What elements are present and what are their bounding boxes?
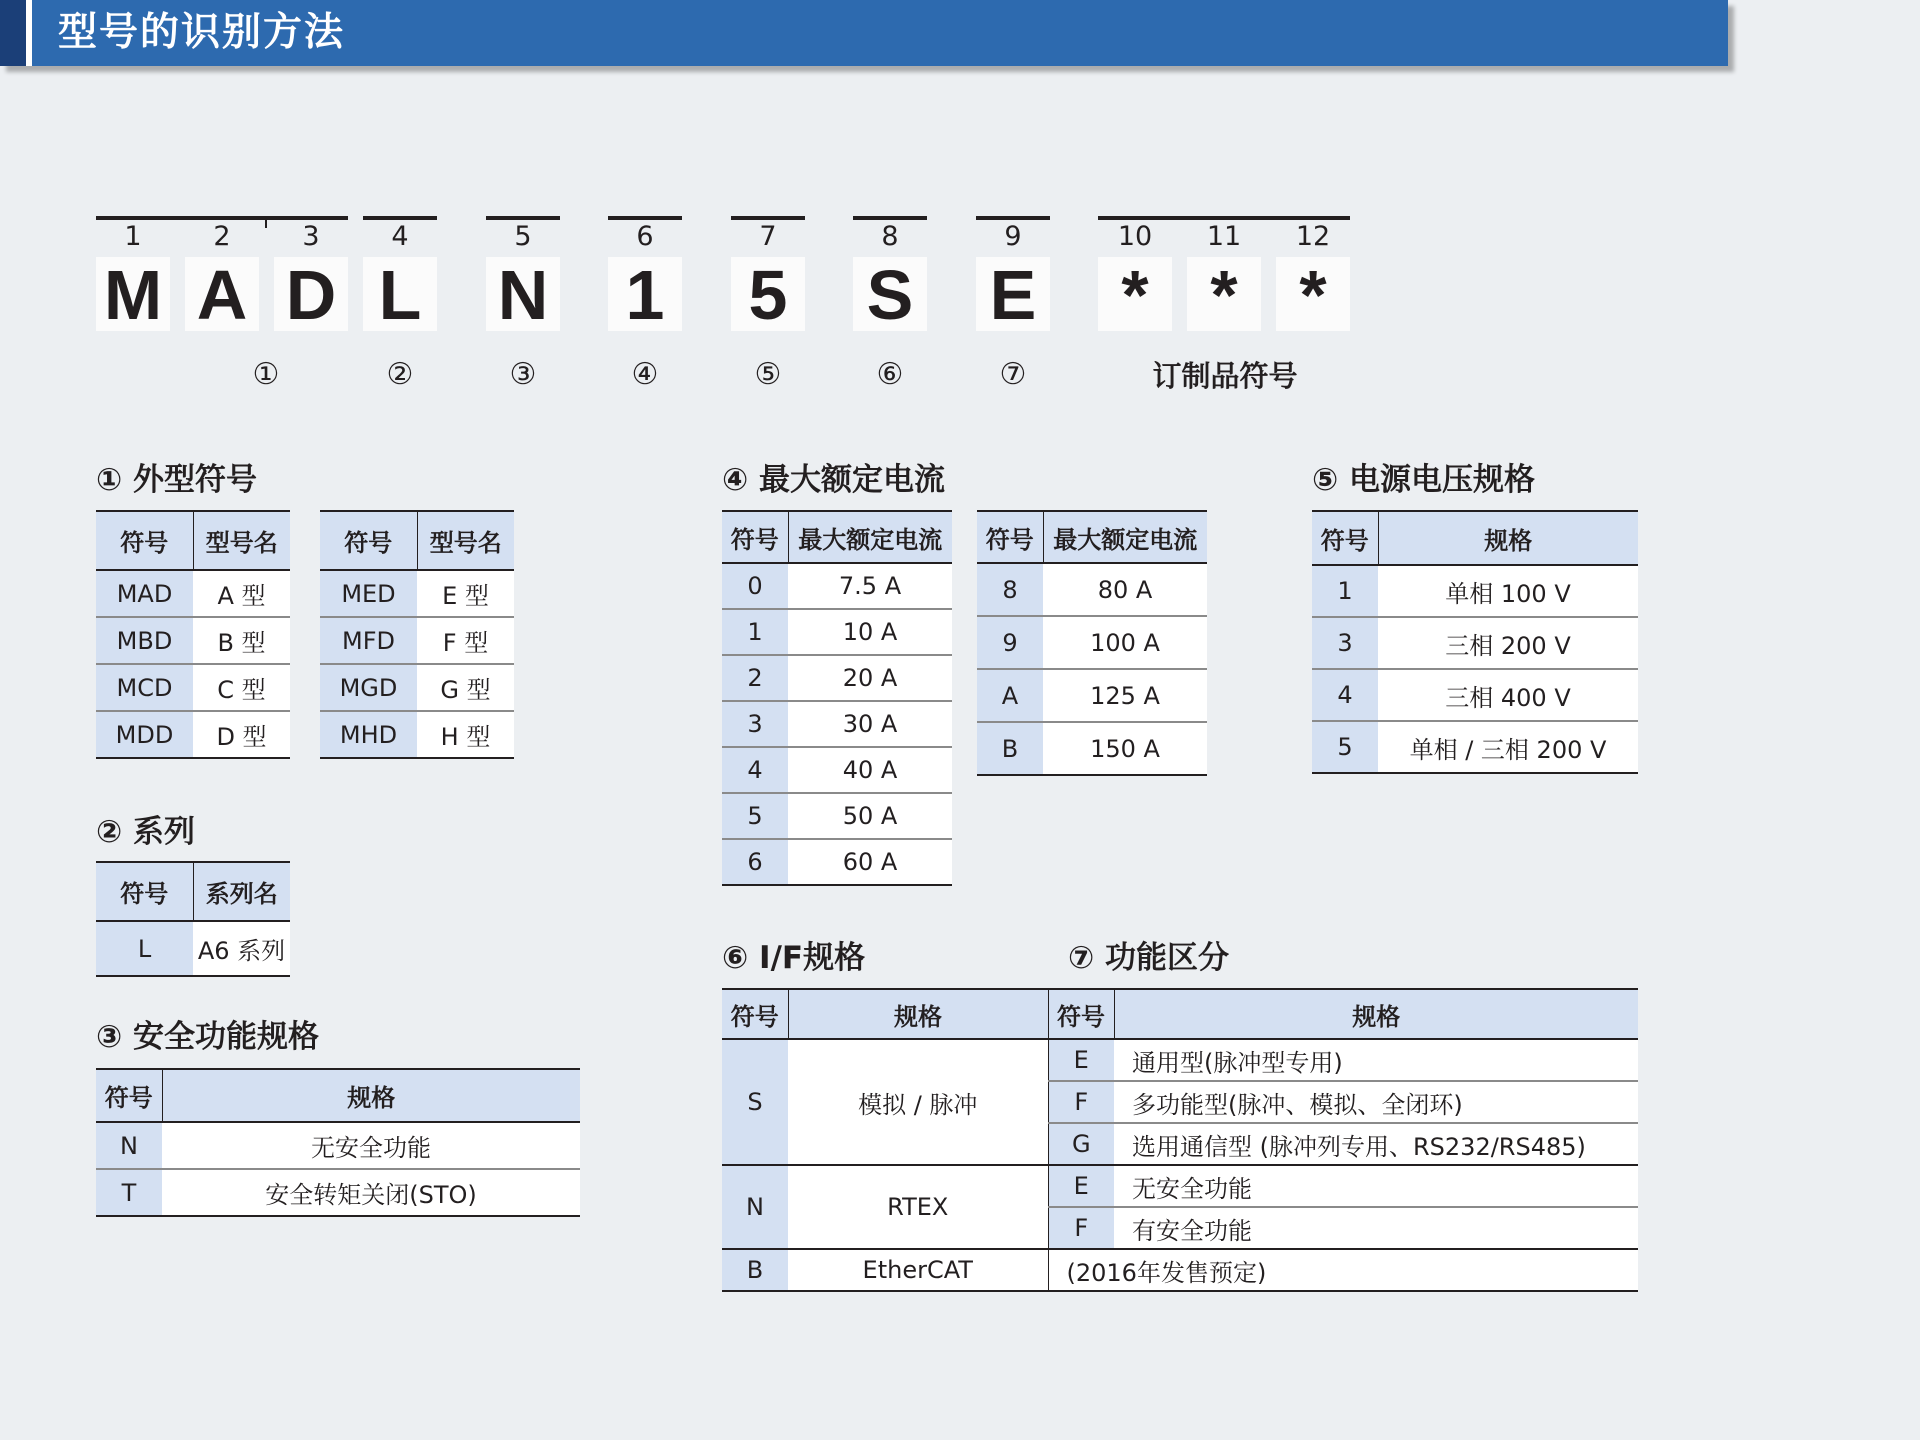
group-marker: ③ xyxy=(509,357,537,392)
value-cell: 40 A xyxy=(788,747,952,793)
group-2-overline xyxy=(363,216,437,220)
column-header: 系列名 xyxy=(193,862,290,921)
code-cell: B xyxy=(977,722,1043,775)
code-cell: 1 xyxy=(1312,565,1378,617)
group-marker: ② xyxy=(386,357,414,392)
value-cell: 无安全功能 xyxy=(1114,1165,1638,1207)
group-marker: ④ xyxy=(631,357,659,392)
value-cell: 10 A xyxy=(788,609,952,655)
code-cell: MGD xyxy=(320,664,417,711)
value-cell: 125 A xyxy=(1043,669,1207,722)
value-cell: E 型 xyxy=(417,570,514,617)
value-cell: A6 系列 xyxy=(193,921,290,976)
code-cell: 2 xyxy=(722,655,788,701)
code-char-box: * xyxy=(1187,257,1261,331)
code-cell: 9 xyxy=(977,616,1043,669)
shape-code-table-left xyxy=(96,510,290,759)
column-header: 规格 xyxy=(1114,989,1638,1039)
column-header: 规格 xyxy=(162,1069,580,1122)
code-cell: L xyxy=(96,921,193,976)
position-number: 3 xyxy=(302,221,320,252)
column-header: 最大额定电流 xyxy=(1043,511,1207,563)
position-number: 10 xyxy=(1117,221,1153,252)
position-number: 7 xyxy=(759,221,777,252)
code-char-box: * xyxy=(1098,257,1172,331)
code-cell: G xyxy=(1048,1123,1114,1165)
group-1-tick xyxy=(265,216,267,228)
code-cell: 8 xyxy=(977,563,1043,616)
code-cell: 3 xyxy=(1312,617,1378,669)
code-cell: 4 xyxy=(722,747,788,793)
code-char-box: 5 xyxy=(731,257,805,331)
code-char-box: M xyxy=(96,257,170,331)
value-cell: 三相 400 V xyxy=(1378,669,1638,721)
code-cell: MED xyxy=(320,570,417,617)
group-marker: ⑦ xyxy=(999,357,1027,392)
group-3-overline xyxy=(486,216,560,220)
position-number: 9 xyxy=(1004,221,1022,252)
banner-divider xyxy=(26,0,32,66)
group-4-overline xyxy=(608,216,682,220)
value-cell: F 型 xyxy=(417,617,514,664)
column-header: 型号名 xyxy=(417,511,514,570)
value-cell: G 型 xyxy=(417,664,514,711)
column-header: 最大额定电流 xyxy=(788,511,952,563)
column-header: 符号 xyxy=(722,989,788,1039)
value-cell: 多功能型(脉冲、模拟、全闭环) xyxy=(1114,1081,1638,1123)
code-cell: T xyxy=(96,1169,162,1216)
code-cell: 5 xyxy=(722,793,788,839)
code-char-box: * xyxy=(1276,257,1350,331)
section-heading-interface: ⑥ I/F规格 xyxy=(722,940,866,976)
code-cell: 1 xyxy=(722,609,788,655)
position-number: 6 xyxy=(636,221,654,252)
section-heading-max-current: ④ 最大额定电流 xyxy=(722,462,946,498)
column-header: 符号 xyxy=(977,511,1043,563)
column-header: 符号 xyxy=(96,511,193,570)
code-char-box: L xyxy=(363,257,437,331)
column-header: 符号 xyxy=(1312,511,1378,565)
value-cell: 20 A xyxy=(788,655,952,701)
value-cell: 30 A xyxy=(788,701,952,747)
custom-product-label: 订制品符号 xyxy=(1152,359,1298,393)
value-cell: 60 A xyxy=(788,839,952,885)
column-header: 规格 xyxy=(788,989,1048,1039)
group-1-overline xyxy=(96,216,348,220)
column-header: 符号 xyxy=(96,1069,162,1122)
value-cell: 7.5 A xyxy=(788,563,952,609)
group-marker: ① xyxy=(252,357,280,392)
column-header: 型号名 xyxy=(193,511,290,570)
value-cell: 150 A xyxy=(1043,722,1207,775)
code-char-box: D xyxy=(274,257,348,331)
position-number: 4 xyxy=(391,221,409,252)
value-cell: (2016年发售预定) xyxy=(1048,1249,1638,1291)
group-marker: ⑤ xyxy=(754,357,782,392)
voltage-table xyxy=(1312,510,1638,774)
section-heading-function: ⑦ 功能区分 xyxy=(1068,940,1230,976)
code-cell: 5 xyxy=(1312,721,1378,773)
value-cell: D 型 xyxy=(193,711,290,758)
value-cell: 单相 100 V xyxy=(1378,565,1638,617)
value-cell: A 型 xyxy=(193,570,290,617)
code-cell: S xyxy=(722,1039,788,1165)
series-table xyxy=(96,861,290,977)
code-cell: 6 xyxy=(722,839,788,885)
code-cell: A xyxy=(977,669,1043,722)
section-heading-series: ② 系列 xyxy=(96,814,196,850)
code-cell: N xyxy=(96,1122,162,1169)
value-cell: 三相 200 V xyxy=(1378,617,1638,669)
value-cell: 通用型(脉冲型专用) xyxy=(1114,1039,1638,1081)
code-cell: N xyxy=(722,1165,788,1249)
interface-function-table xyxy=(722,988,1638,1292)
column-header: 符号 xyxy=(96,862,193,921)
value-cell: 100 A xyxy=(1043,616,1207,669)
code-cell: F xyxy=(1048,1081,1114,1123)
position-number: 1 xyxy=(124,221,142,252)
code-char-box: N xyxy=(486,257,560,331)
position-number: 12 xyxy=(1295,221,1331,252)
position-number: 5 xyxy=(514,221,532,252)
max-current-table-left xyxy=(722,510,952,886)
code-char-box: A xyxy=(185,257,259,331)
value-cell: 单相 / 三相 200 V xyxy=(1378,721,1638,773)
code-cell: MFD xyxy=(320,617,417,664)
page-title: 型号的识别方法 xyxy=(58,10,346,55)
code-char-box: S xyxy=(853,257,927,331)
value-cell: C 型 xyxy=(193,664,290,711)
banner-accent-bar xyxy=(0,0,26,66)
code-cell: MAD xyxy=(96,570,193,617)
code-cell: MBD xyxy=(96,617,193,664)
code-char-box: 1 xyxy=(608,257,682,331)
max-current-table-right xyxy=(977,510,1207,776)
value-cell: 50 A xyxy=(788,793,952,839)
section-heading-voltage: ⑤ 电源电压规格 xyxy=(1312,462,1536,498)
group-marker: ⑥ xyxy=(876,357,904,392)
code-cell: MDD xyxy=(96,711,193,758)
code-cell: 0 xyxy=(722,563,788,609)
code-cell: E xyxy=(1048,1039,1114,1081)
column-header: 规格 xyxy=(1378,511,1638,565)
title-banner xyxy=(0,0,1728,66)
value-cell: 安全转矩关闭(STO) xyxy=(162,1169,580,1216)
code-cell: B xyxy=(722,1249,788,1291)
shape-code-table-right xyxy=(320,510,514,759)
group-7-overline xyxy=(976,216,1050,220)
section-heading-shape-code: ① 外型符号 xyxy=(96,462,258,498)
code-cell: F xyxy=(1048,1207,1114,1249)
position-number: 8 xyxy=(881,221,899,252)
position-number: 11 xyxy=(1206,221,1242,252)
group-6-overline xyxy=(853,216,927,220)
value-cell: EtherCAT xyxy=(788,1249,1048,1291)
custom-group-overline xyxy=(1098,216,1350,220)
column-header: 符号 xyxy=(1048,989,1114,1039)
position-number: 2 xyxy=(213,221,231,252)
value-cell: B 型 xyxy=(193,617,290,664)
code-char-box: E xyxy=(976,257,1050,331)
column-header: 符号 xyxy=(722,511,788,563)
code-cell: MCD xyxy=(96,664,193,711)
value-cell: 有安全功能 xyxy=(1114,1207,1638,1249)
code-cell: MHD xyxy=(320,711,417,758)
group-5-overline xyxy=(731,216,805,220)
value-cell: 选用通信型 (脉冲列专用、RS232/RS485) xyxy=(1114,1123,1638,1165)
column-header: 符号 xyxy=(320,511,417,570)
safety-table xyxy=(96,1068,580,1217)
value-cell: 模拟 / 脉冲 xyxy=(788,1039,1048,1165)
section-heading-safety: ③ 安全功能规格 xyxy=(96,1019,320,1055)
code-cell: 4 xyxy=(1312,669,1378,721)
value-cell: RTEX xyxy=(788,1165,1048,1249)
code-cell: E xyxy=(1048,1165,1114,1207)
value-cell: H 型 xyxy=(417,711,514,758)
code-cell: 3 xyxy=(722,701,788,747)
value-cell: 无安全功能 xyxy=(162,1122,580,1169)
value-cell: 80 A xyxy=(1043,563,1207,616)
